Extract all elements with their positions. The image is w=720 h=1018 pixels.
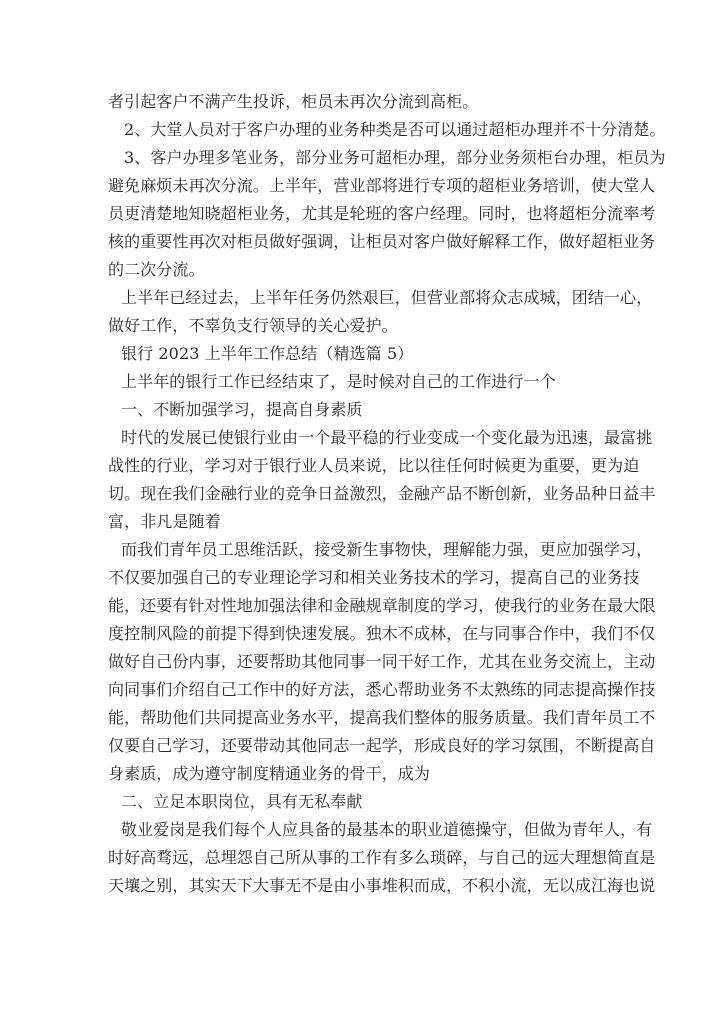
text-line: 时好高骛远，总埋怨自己所从事的工作有多么琐碎，与自己的远大理想简直是	[108, 848, 656, 867]
text-line: 避免麻烦未再次分流。上半年，营业部将进行专项的超柜业务培训，使大堂人	[108, 176, 656, 195]
text-line: 能，帮助他们共同提高业务水平，提高我们整体的服务质量。我们青年员工不	[108, 708, 656, 727]
text-line: 不仅要加强自己的专业理论学习和相关业务技术的学习，提高自己的业务技	[108, 568, 640, 587]
heading-2: 二、立足本职岗位，具有无私奉献	[121, 792, 363, 811]
text-line: 而我们青年员工思维活跃，接受新生事物快，理解能力强，更应加强学习，	[121, 540, 653, 559]
text-line: 做好工作，不辜负支行领导的关心爱护。	[108, 316, 398, 335]
text-line: 3、客户办理多笔业务，部分业务可超柜办理，部分业务须柜台办理，柜员为	[124, 148, 666, 167]
text-line: 做好自己份内事，还要帮助其他同事一同干好工作，尤其在业务交流上，主动	[108, 652, 656, 671]
heading-1: 一、不断加强学习，提高自身素质	[121, 400, 363, 419]
text-line: 2、大堂人员对于客户办理的业务种类是否可以通过超柜办理并不十分清楚。	[124, 120, 666, 139]
text-line: 的二次分流。	[108, 260, 205, 279]
text-line: 时代的发展已使银行业由一个最平稳的行业变成一个变化最为迅速，最富挑	[121, 428, 653, 447]
text-line: 天壤之别，其实天下大事无不是由小事堆积而成，不积小流，无以成江海也说	[108, 876, 656, 895]
text-line: 能，还要有针对性地加强法律和金融规章制度的学习，使我行的业务在最大限	[108, 596, 656, 615]
text-line: 切。现在我们金融行业的竞争日益激烈，金融产品不断创新，业务品种日益丰	[108, 484, 656, 503]
text-line: 核的重要性再次对柜员做好强调，让柜员对客户做好解释工作，做好超柜业务	[108, 232, 656, 251]
text-line: 上半年的银行工作已经结束了，是时候对自己的工作进行一个	[121, 372, 556, 391]
text-line: 富，非凡是随着	[108, 512, 221, 531]
section-title: 银行 2023 上半年工作总结（精选篇 5）	[121, 344, 414, 363]
text-line: 敬业爱岗是我们每个人应具备的最基本的职业道德操守，但做为青年人，有	[121, 820, 653, 839]
text-line: 上半年已经过去，上半年任务仍然艰巨，但营业部将众志成城，团结一心，	[121, 288, 653, 307]
text-line: 战性的行业，学习对于银行业人员来说，比以往任何时候更为重要，更为迫	[108, 456, 640, 475]
text-line: 度控制风险的前提下得到快速发展。独木不成林，在与同事合作中，我们不仅	[108, 624, 656, 643]
text-line: 向同事们介绍自己工作中的好方法，悉心帮助业务不太熟练的同志提高操作技	[108, 680, 656, 699]
text-line: 身素质，成为遵守制度精通业务的骨干，成为	[108, 764, 431, 783]
text-line: 员更清楚地知晓超柜业务，尤其是轮班的客户经理。同时，也将超柜分流率考	[108, 204, 656, 223]
text-line: 者引起客户不满产生投诉，柜员未再次分流到高柜。	[108, 92, 479, 111]
text-line: 仅要自己学习，还要带动其他同志一起学，形成良好的学习氛围，不断提高自	[108, 736, 656, 755]
